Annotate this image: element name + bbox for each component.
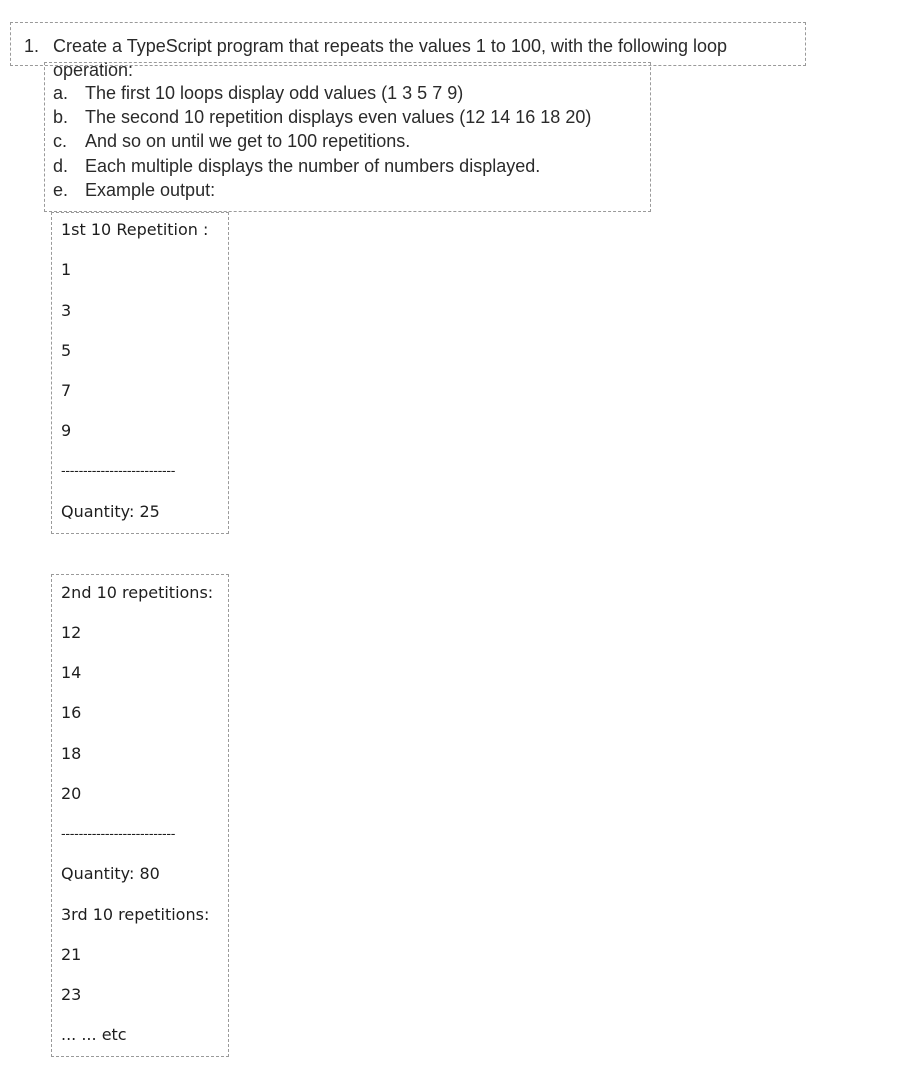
output-value: 7 xyxy=(61,381,72,400)
output-value: 21 xyxy=(61,945,82,964)
task-title xyxy=(24,34,794,82)
output-heading-3rd: 3rd 10 repetitions: xyxy=(61,905,210,924)
example-output-box-1 xyxy=(51,212,229,534)
output-value: 3 xyxy=(61,301,72,320)
output-value: 20 xyxy=(61,784,82,803)
output-quantity: Quantity: 80 xyxy=(61,864,160,883)
output-value: 23 xyxy=(61,985,82,1004)
list-item-text: The first 10 loops display odd values (1 3 5 7 9) xyxy=(85,83,464,103)
output-heading-1st: 1st 10 Repetition : xyxy=(61,220,209,239)
list-item xyxy=(53,81,591,105)
list-item xyxy=(53,105,591,129)
list-item-text: And so on until we get to 100 repetitions. xyxy=(85,131,411,152)
list-item-letter: b. xyxy=(53,107,69,128)
list-item-text: Example output: xyxy=(85,179,216,200)
output-value: 18 xyxy=(61,744,82,763)
list-item-letter: a. xyxy=(53,83,69,103)
task-requirements-list xyxy=(53,81,591,202)
output-value: 16 xyxy=(61,703,82,722)
list-item-letter: d. xyxy=(53,155,69,176)
list-item-letter: c. xyxy=(53,131,68,152)
list-item-letter: e. xyxy=(53,179,69,200)
output-separator: -------------------------- xyxy=(61,827,176,842)
output-value: 5 xyxy=(61,341,72,360)
output-separator: -------------------------- xyxy=(61,464,176,479)
list-item-text: Each multiple displays the number of numbers displayed. xyxy=(85,155,541,176)
output-heading-2nd: 2nd 10 repetitions: xyxy=(61,583,214,602)
output-value: 9 xyxy=(61,421,72,440)
task-title-line-2: operation: xyxy=(53,60,134,80)
list-item-text: The second 10 repetition displays even values (12 14 16 18 20) xyxy=(85,107,592,128)
output-etc: ... ... etc xyxy=(61,1025,127,1044)
output-value: 12 xyxy=(61,623,82,642)
list-item xyxy=(53,178,591,202)
task-title-line-1: Create a TypeScript program that repeats the values 1 to 100, with the following loop xyxy=(53,36,728,56)
output-quantity: Quantity: 25 xyxy=(61,502,160,521)
output-value: 1 xyxy=(61,260,72,279)
task-number: 1. xyxy=(24,36,40,56)
list-item xyxy=(53,129,591,153)
output-value: 14 xyxy=(61,663,82,682)
list-item xyxy=(53,154,591,178)
